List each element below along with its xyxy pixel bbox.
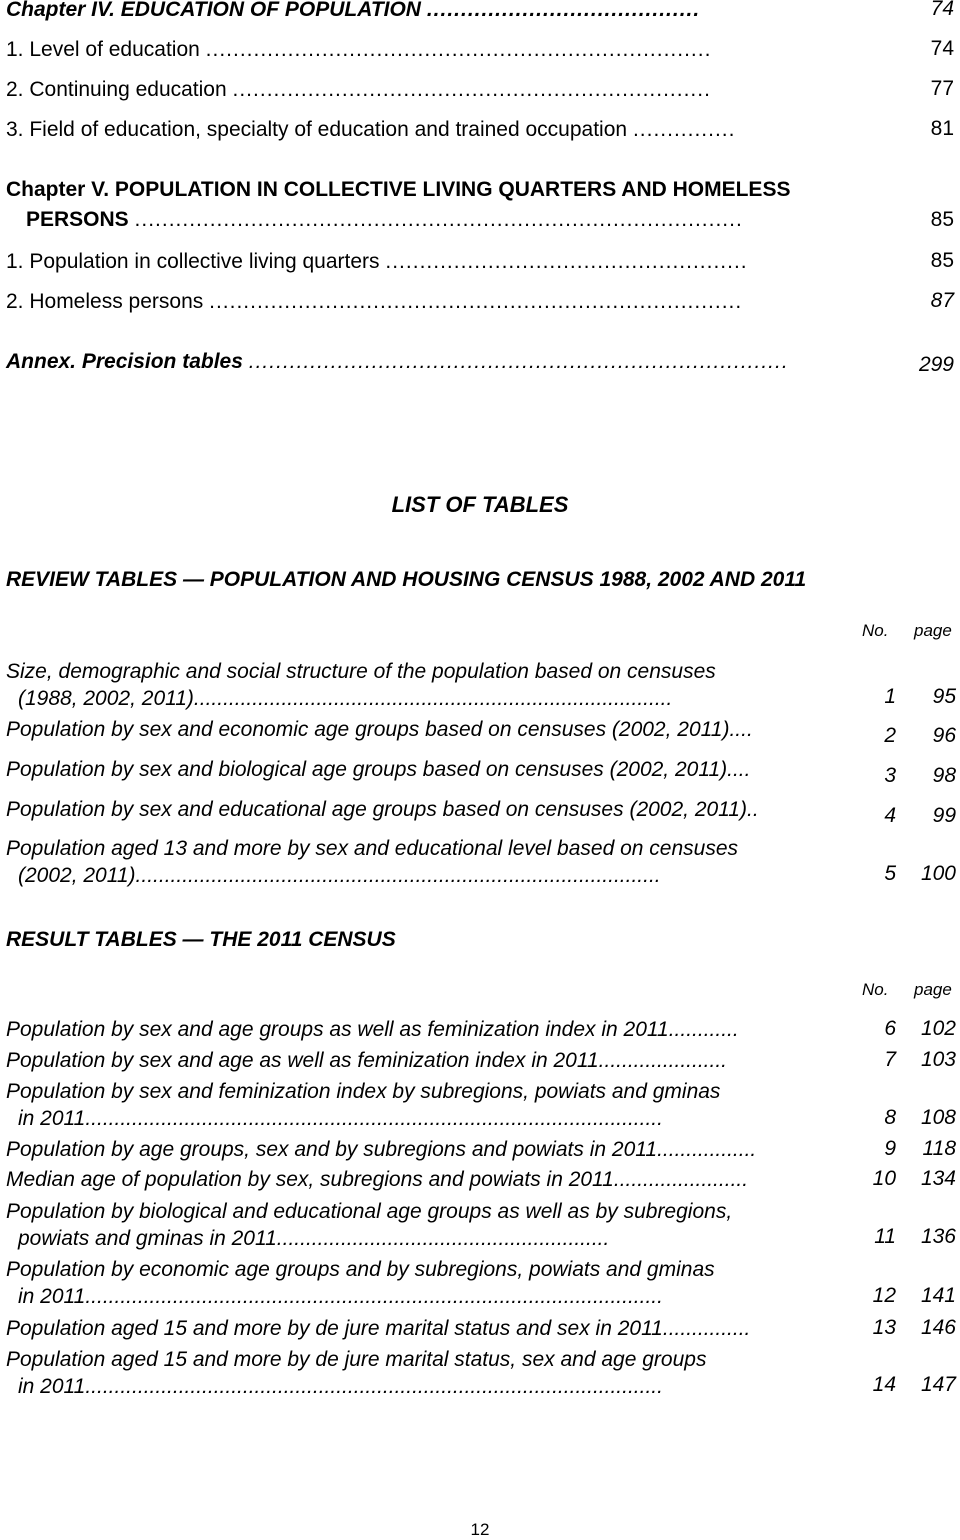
table-number: 8 xyxy=(884,1106,896,1129)
table-row[interactable]: Size, demographic and social structure of the population based on censuses (1988, 2002, 2011).................................................................................. xyxy=(6,660,716,710)
col-page-header: page xyxy=(914,621,952,640)
chapter-title: Chapter IV. EDUCATION OF POPULATION xyxy=(6,0,421,21)
table-row[interactable]: Population by sex and educational age groups based on censuses (2002, 2011).. xyxy=(6,798,759,821)
table-page: 118 xyxy=(922,1137,956,1160)
toc-chapter-5[interactable]: Chapter V. POPULATION IN COLLECTIVE LIVING QUARTERS AND HOMELESS PERSONS ......................................................................................... xyxy=(6,178,791,231)
table-number: 3 xyxy=(884,764,896,787)
toc-item[interactable]: 2. Continuing education ...................................................................... xyxy=(6,78,711,101)
table-number: 9 xyxy=(884,1137,896,1160)
table-page: 96 xyxy=(932,724,956,747)
table-page: 99 xyxy=(932,804,956,827)
toc-chapter-4[interactable]: Chapter IV. EDUCATION OF POPULATION ........................................ xyxy=(6,0,701,21)
table-number: 2 xyxy=(884,724,896,747)
table-row[interactable]: Population aged 15 and more by de jure marital status, sex and age groups in 2011................................................................................................... xyxy=(6,1348,707,1398)
toc-annex[interactable]: Annex. Precision tables ............................................................................... xyxy=(6,350,789,373)
table-row[interactable]: Population by sex and biological age groups based on censuses (2002, 2011).... xyxy=(6,758,751,781)
col-page-header: page xyxy=(914,980,952,999)
table-page: 134 xyxy=(920,1167,956,1190)
table-page: 100 xyxy=(920,862,956,885)
chapter-page: 85 xyxy=(930,208,954,231)
col-no-header: No. xyxy=(862,980,889,999)
toc-item[interactable]: 2. Homeless persons .............................................................................. xyxy=(6,290,743,313)
chapter-title: Chapter V. POPULATION IN COLLECTIVE LIVING QUARTERS AND HOMELESS xyxy=(6,178,791,201)
toc-item-page: 85 xyxy=(930,249,954,272)
table-page: 95 xyxy=(932,685,956,708)
table-page: 103 xyxy=(920,1048,956,1071)
toc-annex-page: 299 xyxy=(918,353,954,376)
table-number: 14 xyxy=(872,1373,896,1396)
table-row[interactable]: Population by sex and economic age groups based on censuses (2002, 2011).... xyxy=(6,718,753,741)
chapter-page: 74 xyxy=(930,0,954,20)
table-number: 5 xyxy=(884,862,896,885)
table-page: 98 xyxy=(932,764,956,787)
table-number: 10 xyxy=(872,1167,896,1190)
table-number: 13 xyxy=(872,1316,896,1339)
col-no-header: No. xyxy=(862,621,889,640)
table-row[interactable]: Population by sex and age groups as well as feminization index in 2011............ xyxy=(6,1018,739,1041)
table-row[interactable]: Population by age groups, sex and by subregions and powiats in 2011................. xyxy=(6,1138,757,1161)
table-page: 108 xyxy=(920,1106,956,1129)
table-page: 141 xyxy=(920,1284,956,1307)
page-number: 12 xyxy=(470,1520,490,1539)
table-number: 11 xyxy=(874,1225,896,1248)
table-page: 147 xyxy=(920,1373,956,1396)
table-row[interactable]: Population aged 15 and more by de jure marital status and sex in 2011............... xyxy=(6,1317,751,1340)
toc-item[interactable]: 1. Level of education .......................................................................... xyxy=(6,38,712,61)
toc-item-page: 74 xyxy=(930,37,954,60)
toc-item[interactable]: 1. Population in collective living quarters ..................................................... xyxy=(6,250,748,273)
table-row[interactable]: Population by biological and educational age groups as well as by subregions, powiats and gminas in 2011......................................................... xyxy=(6,1200,733,1250)
table-page: 146 xyxy=(920,1316,956,1339)
toc-item[interactable]: 3. Field of education, specialty of education and trained occupation ............... xyxy=(6,118,736,141)
table-row[interactable]: Population by sex and age as well as feminization index in 2011...................... xyxy=(6,1049,728,1072)
toc-item-page: 77 xyxy=(930,77,954,100)
toc-item-page: 81 xyxy=(930,117,954,140)
table-page: 102 xyxy=(920,1017,956,1040)
list-of-tables-heading: LIST OF TABLES xyxy=(391,492,569,517)
table-number: 1 xyxy=(884,685,896,708)
table-number: 4 xyxy=(884,804,896,827)
table-row[interactable]: Population by sex and feminization index by subregions, powiats and gminas in 2011................................................................................................... xyxy=(6,1080,721,1130)
table-page: 136 xyxy=(920,1225,956,1248)
table-row[interactable]: Median age of population by sex, subregions and powiats in 2011....................... xyxy=(6,1168,749,1191)
table-number: 7 xyxy=(884,1048,896,1071)
table-number: 6 xyxy=(884,1017,896,1040)
review-tables-heading: REVIEW TABLES — POPULATION AND HOUSING CENSUS 1988, 2002 AND 2011 xyxy=(6,568,807,591)
table-number: 12 xyxy=(872,1284,896,1307)
table-row[interactable]: Population aged 13 and more by sex and educational level based on censuses (2002, 2011).......................................................................................... xyxy=(6,837,739,887)
chapter-title-cont: PERSONS xyxy=(26,208,129,231)
toc-item-page: 87 xyxy=(930,289,954,312)
table-row[interactable]: Population by economic age groups and by subregions, powiats and gminas in 2011................................................................................................... xyxy=(6,1258,715,1308)
result-tables-heading: RESULT TABLES — THE 2011 CENSUS xyxy=(6,928,396,951)
